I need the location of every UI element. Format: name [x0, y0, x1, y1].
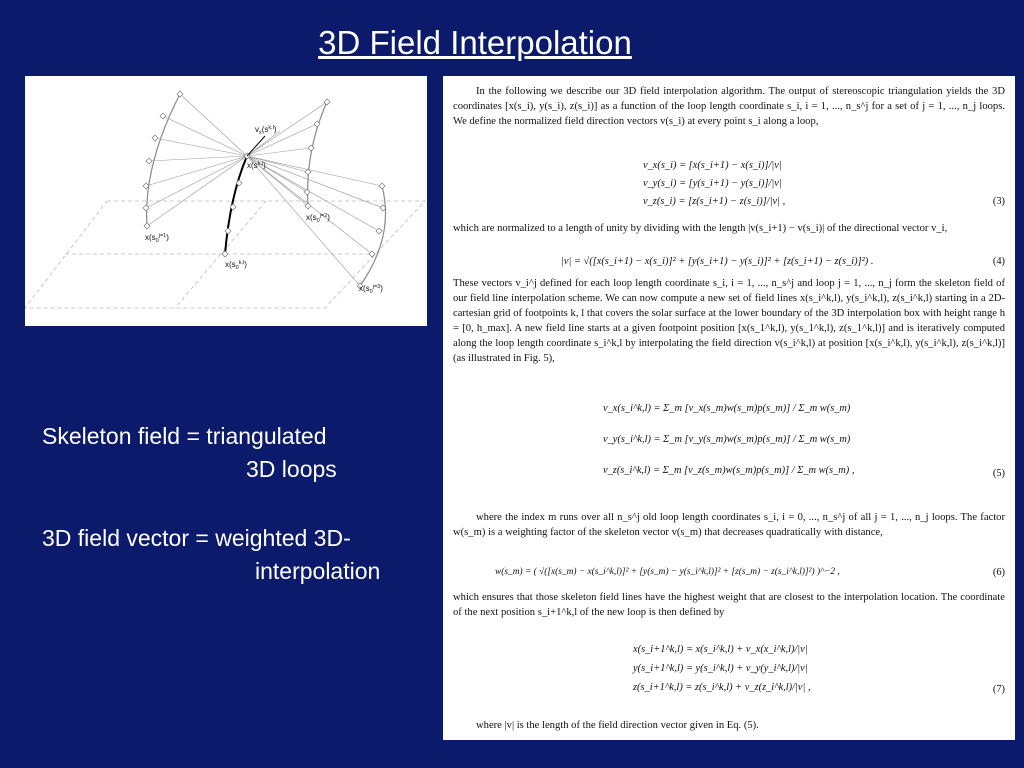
equation-5-number: (5): [992, 468, 1005, 479]
label-footpoint-loop-3: $x(s_0^{j=3})$: [359, 284, 383, 295]
label-footpoint-new-loop: $x(s_0^{k,l})$: [225, 260, 247, 271]
paper-paragraph-6: where |v| is the length of the field direction vector given in Eq. (5).: [476, 720, 759, 731]
bullet-2-line-2: interpolation: [255, 558, 381, 584]
slide-title: 3D Field Interpolation: [318, 24, 632, 61]
interpolated-loop: [225, 156, 247, 254]
equation-7c: z(s_i+1^k,l) = z(s_i^k,l) + v_z(z_i^k,l)/|v| ,: [633, 682, 811, 693]
paper-paragraph-3: These vectors v_i^j defined for each loop length coordinate s_i, i = 1, ..., n_s^j and loop j = 1, ..., n_j form the skeleton field of our field line interpolation scheme. We can now compute a new set of field lines x(s_i^k,l), y(s_i^k,l), z(s_i^k,l) starting in a 2D-cartesian grid of footpoints k, l that covers the solar surface at the lower boundary of the 3D interpolation box with height range h = [0, h_max]. A new field line starts at a given footpoint position [x(s_1^k,l), y(s_1^k,l), z(s_1^k,l)] and is iteratively computed along the loop length coordinate s_i^k,l by interpolating the field direction v(s_i^k,l) at position [x(s_i^k,l), y(s_i^k,l), z(s_i^k,l)] (as illustrated in Fig. 5),: [453, 278, 1005, 364]
paper-paragraph-4: where the index m runs over all n_s^j old loop length coordinates s_i, i = 0, ..., n_s^j of all j = 1, ..., n_j loops. The factor w(s_m) is a weighting factor of the skeleton vector v(s_m) that decreases quadratically with distance,: [453, 512, 1005, 538]
equation-5b: v_y(s_i^k,l) = Σ_m [v_y(s_m)w(s_m)p(s_m)] / Σ_m w(s_m): [603, 434, 851, 445]
paper-paragraph-2: which are normalized to a length of unity by dividing with the length |v(s_i+1) − v(s_i)| of the directional vector v_i,: [453, 223, 948, 234]
label-footpoint-loop-2: $x(s_0^{j=2})$: [306, 213, 330, 224]
equation-6-number: (6): [992, 567, 1005, 578]
paper-paragraph-5: which ensures that those skeleton field lines have the highest weight that are closest to the interpolation location. The coordinate of the next position s_i+1^k,l of the new loop is then defined by: [453, 592, 1005, 618]
equation-5a: v_x(s_i^k,l) = Σ_m [v_x(s_m)w(s_m)p(s_m)] / Σ_m w(s_m): [603, 403, 851, 414]
bullet-list: [42, 420, 437, 588]
equation-3a: v_x(s_i) = [x(s_i+1) − x(s_i)]/|v|: [643, 160, 782, 171]
equation-4-number: (4): [992, 256, 1005, 267]
loop-nodes: [143, 91, 386, 289]
weighting-rays: [146, 94, 383, 286]
label-footpoint-loop-1: $x(s_0^{j=1})$: [145, 233, 169, 244]
paper-excerpt: [443, 76, 1015, 740]
bullet-1-line-2: 3D loops: [246, 456, 337, 482]
label-current-point: $x(s^{k,l})$: [247, 161, 266, 170]
equation-4: |v| = √([x(s_i+1) − x(s_i)]² + [y(s_i+1) − y(s_i)]² + [z(s_i+1) − z(s_i)]²) .: [561, 256, 874, 267]
skeleton-field-diagram: [25, 76, 427, 326]
equation-7a: x(s_i+1^k,l) = x(s_i^k,l) + v_x(x_i^k,l)/|v|: [633, 644, 808, 655]
skeleton-field-svg: [25, 76, 427, 326]
equation-3b: v_y(s_i) = [y(s_i+1) − y(s_i)]/|v|: [643, 178, 782, 189]
equation-5c: v_z(s_i^k,l) = Σ_m [v_z(s_m)w(s_m)p(s_m)] / Σ_m w(s_m) ,: [603, 465, 855, 476]
skeleton-loop-2: [308, 102, 327, 206]
equation-3-number: (3): [992, 196, 1005, 207]
equation-6: w(s_m) = ( √([x(s_m) − x(s_i^k,l)]² + [y(s_m) − y(s_i^k,l)]² + [z(s_m) − z(s_i^k,l)]²) )^−2 ,: [495, 567, 840, 577]
bullet-1-line-1: Skeleton field = triangulated: [42, 423, 327, 449]
equation-7b: y(s_i+1^k,l) = y(s_i^k,l) + v_y(y_i^k,l)/|v|: [633, 663, 808, 674]
label-direction-vector: $v_x(s^{k,l})$: [255, 125, 277, 136]
equation-7-number: (7): [992, 684, 1005, 695]
bullet-2-line-1: 3D field vector = weighted 3D-: [42, 525, 351, 551]
equation-3c: v_z(s_i) = [z(s_i+1) − z(s_i)]/|v| ,: [643, 196, 786, 207]
paper-paragraph-1: In the following we describe our 3D field interpolation algorithm. The output of stereoscopic triangulation yields the 3D coordinates [x(s_i), y(s_i), z(s_i)] as a function of the loop length coordinate s_i, i = 1, ..., n_s^j for a set of j = 1, ..., n_j loops. We define the normalized field direction vectors v(s_i) at every point s_i along a loop,: [453, 86, 1005, 127]
